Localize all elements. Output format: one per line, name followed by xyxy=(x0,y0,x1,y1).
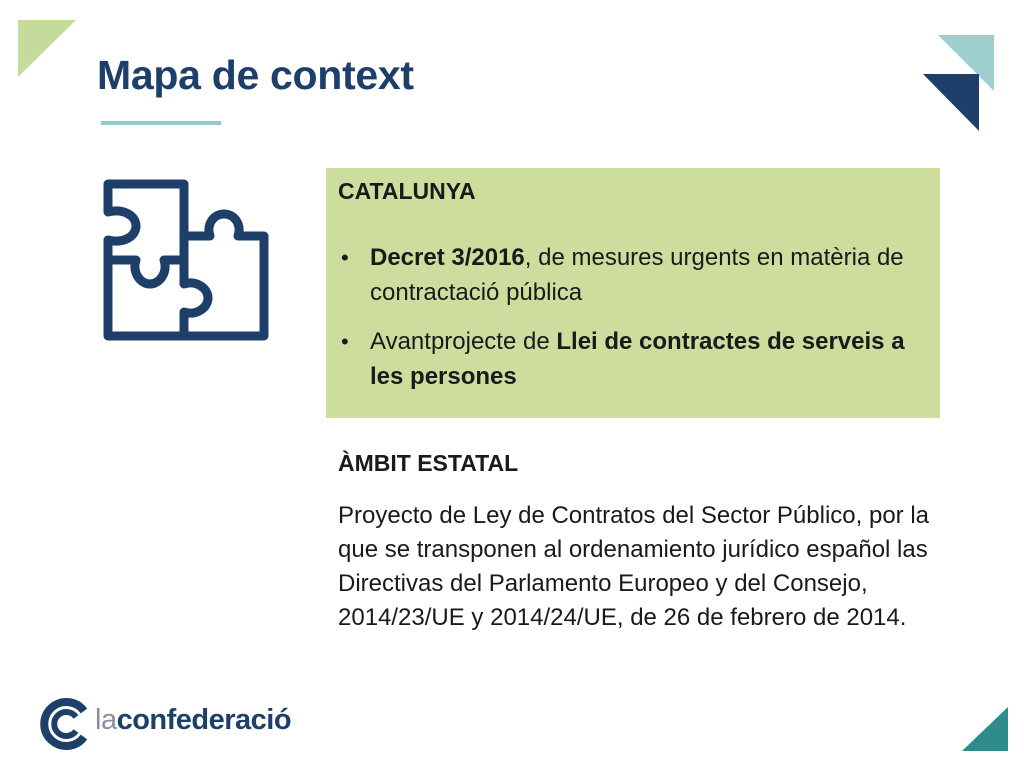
title-underline xyxy=(101,121,221,125)
decret-title: Decret 3/2016 xyxy=(370,244,525,271)
avantprojecte-lead: Avantprojecte de xyxy=(370,328,557,355)
puzzle-icon xyxy=(98,174,274,350)
estatal-heading: ÀMBIT ESTATAL xyxy=(338,450,519,476)
list-item xyxy=(338,240,933,310)
catalunya-heading: CATALUNYA xyxy=(338,178,476,204)
logo-name: confederació xyxy=(116,704,292,736)
corner-triangles-top-right xyxy=(920,34,996,132)
list-item xyxy=(338,324,933,394)
logo-wordmark xyxy=(95,704,291,737)
estatal-text: Proyecto de Ley de Contratos del Sector Público, por la que se transponen al ordenamiento jurídico español las Directivas del Parlamento Europeo y del Consejo, 2014/23/UE y 2014/24/UE, de 26 de febrero de 2014. xyxy=(338,502,929,631)
logo-prefix: la xyxy=(95,704,117,736)
page-title: Mapa de context xyxy=(97,52,414,98)
decret-description: , de mesures urgents en matèria de contractació pública xyxy=(370,244,904,306)
bullet-icon: • xyxy=(341,329,349,354)
bullet-icon: • xyxy=(341,245,349,270)
catalunya-list xyxy=(338,240,933,408)
llei-title: Llei de contractes de serveis a les persones xyxy=(370,328,905,390)
corner-triangle-top-left xyxy=(18,20,78,78)
logo-mark-icon xyxy=(40,697,90,751)
corner-triangle-bottom-right xyxy=(962,707,1012,753)
